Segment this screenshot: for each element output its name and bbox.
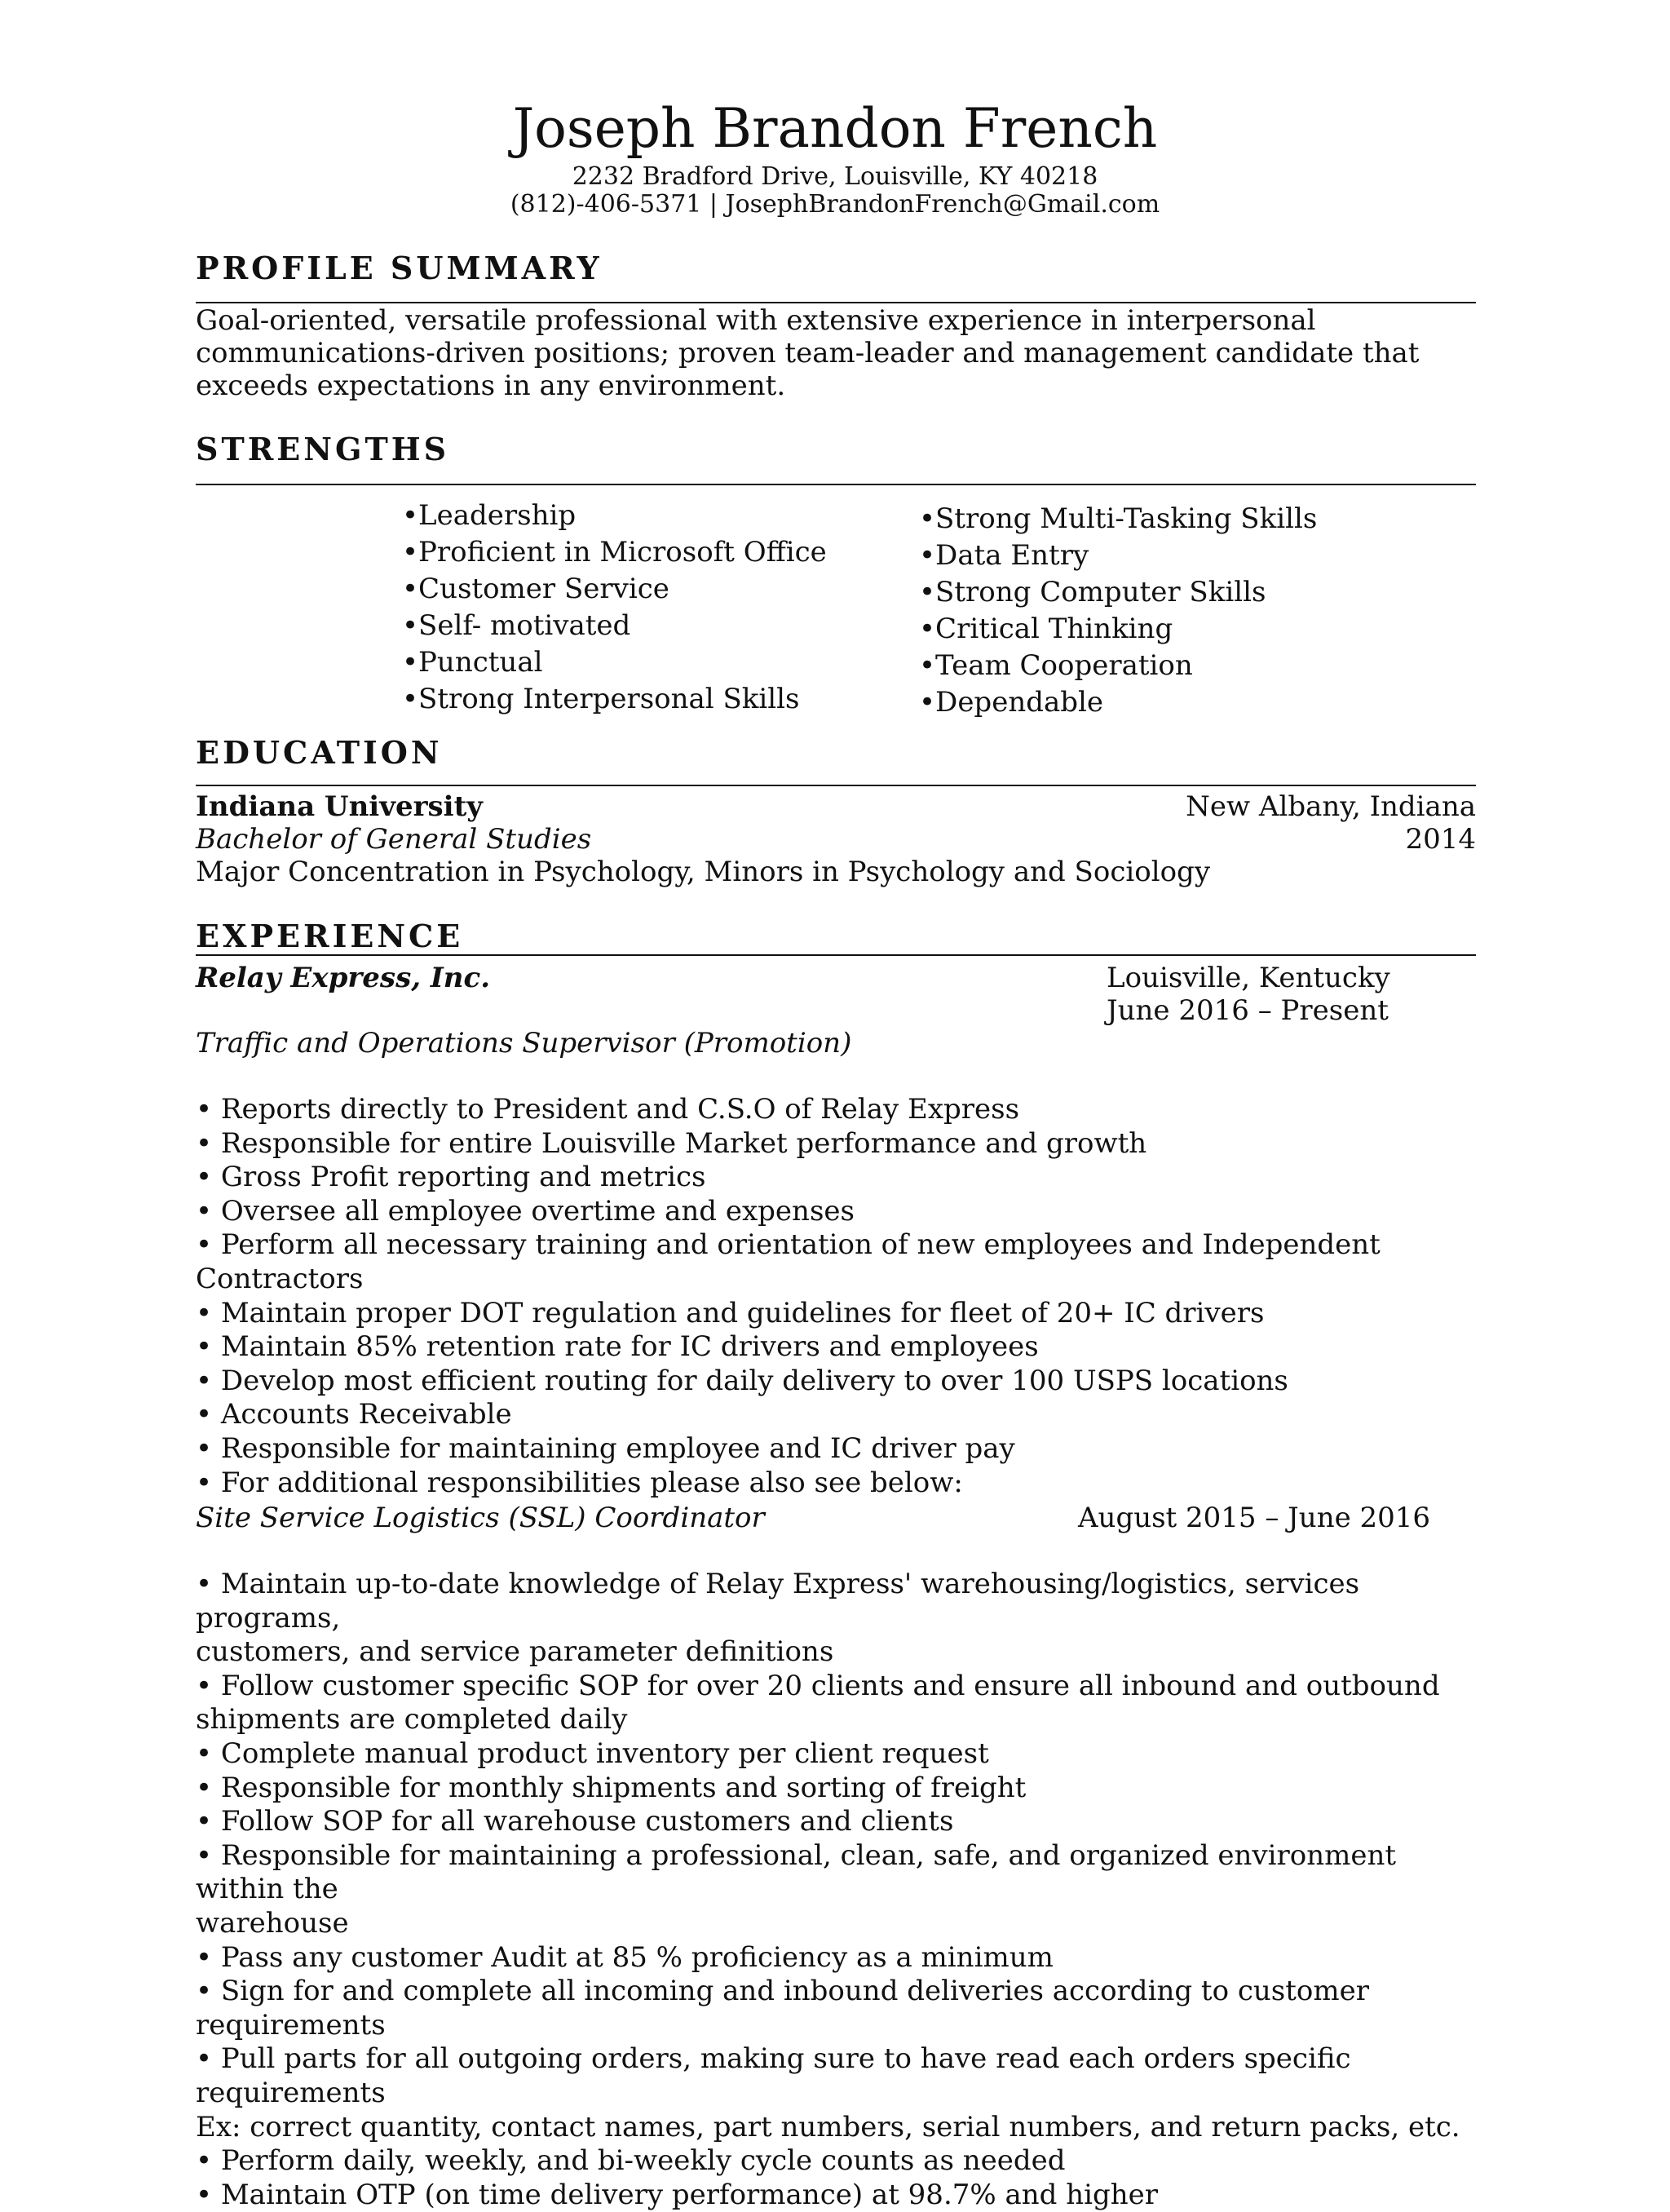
duty-item: • Accounts Receivable	[196, 1398, 512, 1431]
strength-item: •Critical Thinking	[919, 613, 1173, 645]
profile-summary-heading: PROFILE SUMMARY	[196, 250, 603, 286]
strength-item: •Data Entry	[919, 539, 1089, 572]
duty-item: • Responsible for maintaining employee and IC driver pay	[196, 1431, 1015, 1465]
experience-dates: June 2016 – Present	[1107, 994, 1389, 1027]
candidate-name: Joseph Brandon French	[512, 97, 1158, 160]
profile-summary-divider	[196, 302, 1476, 303]
duty-item: • Reports directly to President and C.S.O of Relay Express	[196, 1093, 1020, 1126]
role-title: Site Service Logistics (SSL) Coordinator	[196, 1502, 765, 1534]
duty-item: Ex: correct quantity, contact names, part numbers, serial numbers, and return packs, etc.	[196, 2110, 1460, 2143]
strength-item: •Strong Multi-Tasking Skills	[919, 502, 1318, 535]
education-school: Indiana University	[196, 790, 484, 823]
duty-item: warehouse	[196, 1906, 349, 1940]
strengths-heading: STRENGTHS	[196, 431, 450, 467]
duty-item: • Maintain up-to-date knowledge of Relay Express' warehousing/logistics, services programs,	[196, 1568, 1360, 1635]
profile-summary-line: Goal-oriented, versatile professional with extensive experience in interpersonal	[196, 304, 1316, 337]
duty-item: • Gross Profit reporting and metrics	[196, 1161, 706, 1194]
duty-item: • Maintain OTP (on time delivery performance) at 98.7% and higher	[196, 2178, 1159, 2211]
duty-item: • Responsible for maintaining a professional, clean, safe, and organized environment within the	[196, 1838, 1397, 1906]
role-dates: August 2015 – June 2016	[1078, 1502, 1431, 1534]
duty-item: • Sign for and complete all incoming and inbound deliveries according to customer requirements	[196, 1975, 1369, 2042]
strengths-divider	[196, 484, 1476, 485]
education-year: 2014	[1405, 823, 1476, 856]
duty-item: • For additional responsibilities please also see below:	[196, 1466, 963, 1499]
strength-item: •Self- motivated	[402, 609, 631, 642]
candidate-contact: (812)-406-5371 | JosephBrandonFrench@Gmail.com	[510, 190, 1160, 219]
duty-item: • Maintain 85% retention rate for IC drivers and employees	[196, 1330, 1039, 1364]
strength-item: •Strong Computer Skills	[919, 576, 1266, 608]
education-major: Major Concentration in Psychology, Minors in Psychology and Sociology	[196, 856, 1211, 888]
strength-item: •Strong Interpersonal Skills	[402, 683, 800, 715]
duty-item: • Complete manual product inventory per client request	[196, 1736, 989, 1770]
duty-item: • Pull parts for all outgoing orders, making sure to have read each orders specific requirements	[196, 2042, 1351, 2109]
role-duties-list	[196, 1568, 1492, 2212]
strength-item: •Leadership	[402, 499, 577, 532]
duty-item: • Follow SOP for all warehouse customers and clients	[196, 1805, 954, 1838]
duty-item: • Responsible for monthly shipments and sorting of freight	[196, 1771, 1027, 1804]
duty-item: • Responsible for entire Louisville Market performance and growth	[196, 1126, 1147, 1160]
strength-item: •Dependable	[919, 686, 1104, 719]
strength-item: •Punctual	[402, 646, 543, 679]
education-heading: EDUCATION	[196, 734, 443, 771]
experience-company: Relay Express, Inc.	[196, 962, 491, 994]
duty-item: • Follow customer specific SOP for over 20 clients and ensure all inbound and outbound	[196, 1669, 1440, 1702]
duty-item: • Perform daily, weekly, and bi-weekly cycle counts as needed	[196, 2144, 1066, 2178]
strength-item: •Proficient in Microsoft Office	[402, 536, 827, 568]
education-degree: Bachelor of General Studies	[196, 823, 592, 856]
duty-item: customers, and service parameter definitions	[196, 1635, 834, 1669]
strengths-right-column	[919, 501, 1317, 721]
duty-item: • Pass any customer Audit at 85 % proficiency as a minimum	[196, 1940, 1054, 1974]
duty-item: • Maintain proper DOT regulation and guidelines for fleet of 20+ IC drivers	[196, 1296, 1265, 1329]
profile-summary-line: communications-driven positions; proven team-leader and management candidate that	[196, 337, 1420, 369]
duty-item: shipments are completed daily	[196, 1703, 628, 1736]
experience-location: Louisville, Kentucky	[1107, 962, 1390, 994]
profile-summary-text	[196, 304, 1476, 402]
experience-divider	[196, 954, 1476, 956]
candidate-address: 2232 Bradford Drive, Louisville, KY 40218	[572, 162, 1098, 191]
duty-item: • Oversee all employee overtime and expenses	[196, 1194, 855, 1228]
strength-item: •Customer Service	[402, 573, 669, 605]
education-location: New Albany, Indiana	[1186, 790, 1476, 823]
strengths-left-column	[402, 498, 827, 718]
strength-item: •Team Cooperation	[919, 649, 1193, 682]
education-divider	[196, 785, 1476, 786]
duty-item: • Develop most efficient routing for daily delivery to over 100 USPS locations	[196, 1364, 1288, 1397]
role-title: Traffic and Operations Supervisor (Promotion)	[196, 1027, 852, 1060]
duty-item: • Perform all necessary training and orientation of new employees and Independent Contractors	[196, 1228, 1381, 1295]
experience-heading: EXPERIENCE	[196, 918, 464, 954]
profile-summary-line: exceeds expectations in any environment.	[196, 369, 786, 402]
role-duties-list	[196, 1093, 1492, 1500]
